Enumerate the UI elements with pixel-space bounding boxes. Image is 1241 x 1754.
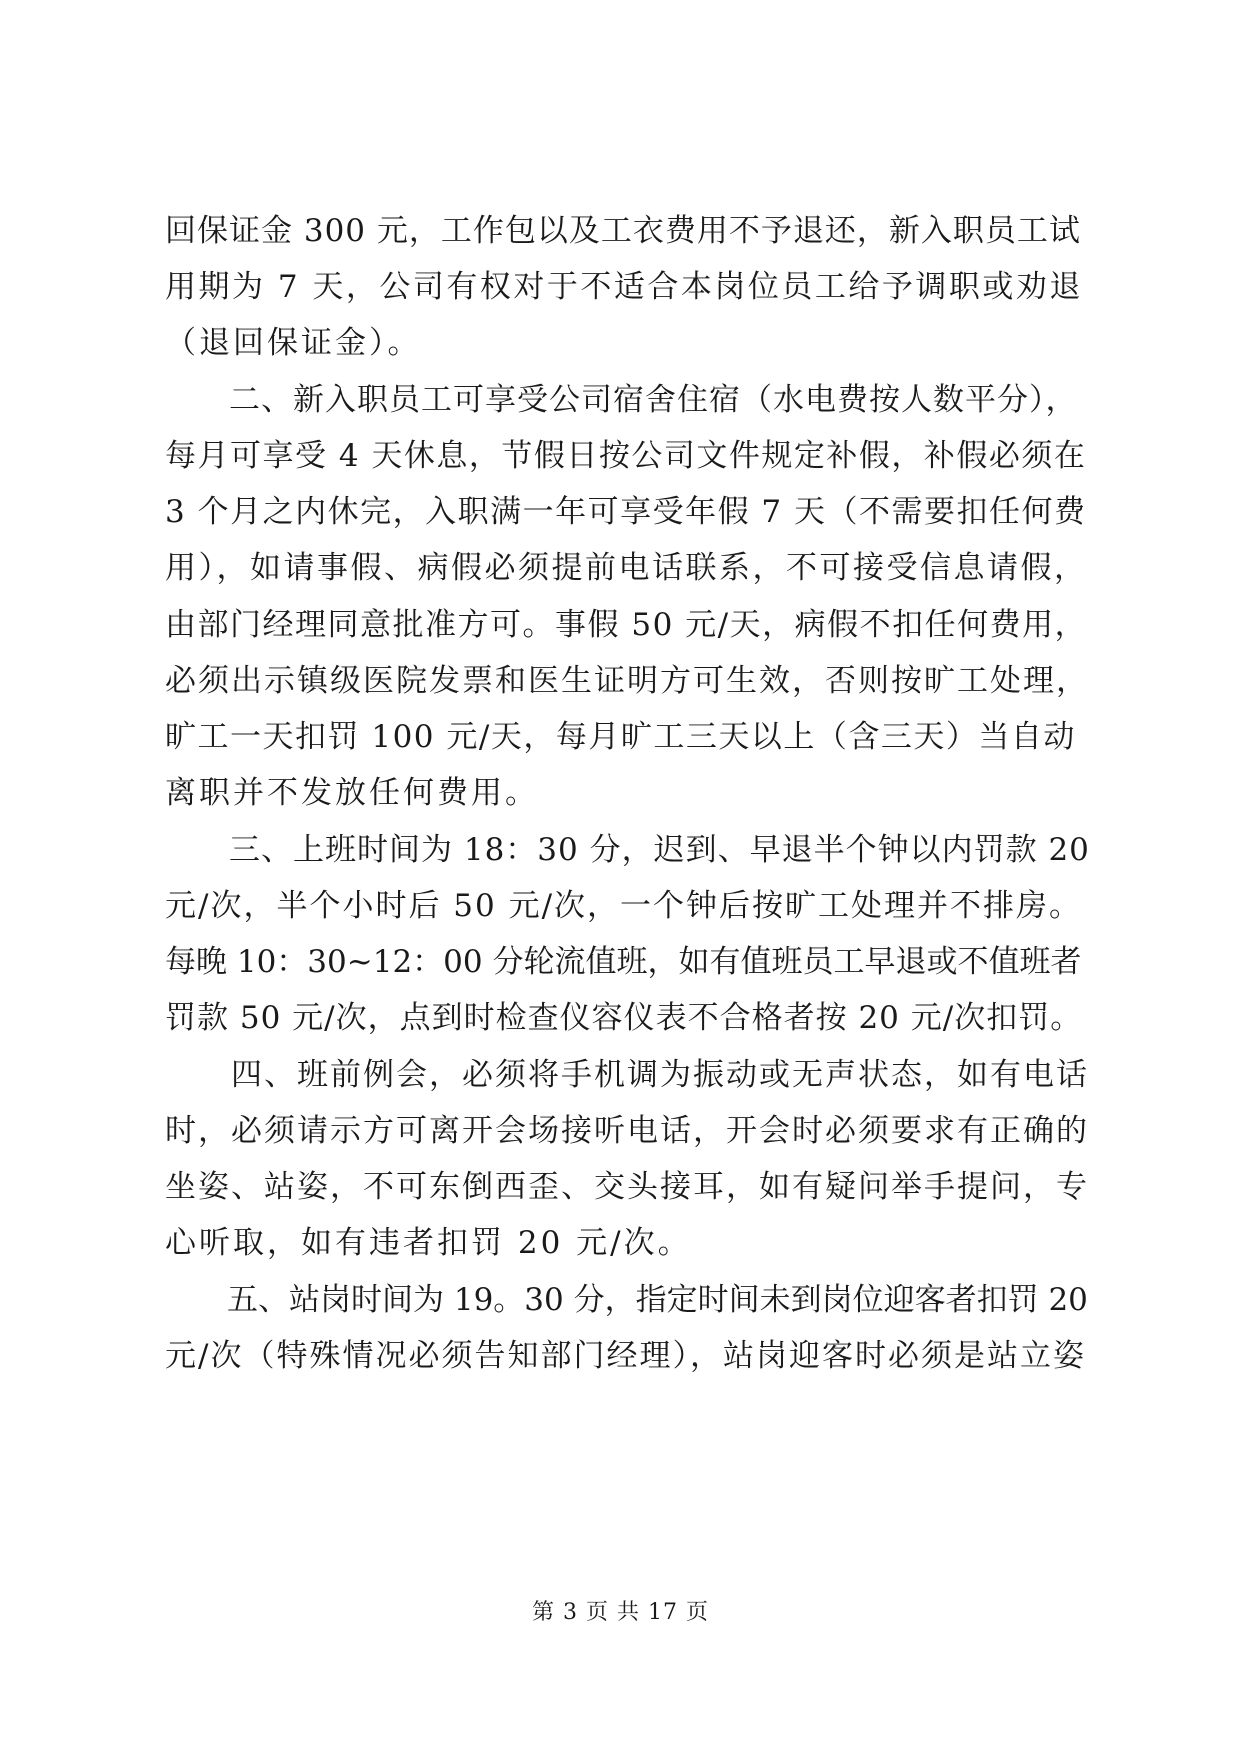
body-line: 用），如请事假、病假必须提前电话联系，不可接受信息请假，: [165, 550, 1088, 586]
body-line: 元/次（特殊情况必须告知部门经理），站岗迎客时必须是站立姿: [165, 1338, 1086, 1374]
body-line: 3 个月之内休完，入职满一年可享受年假 7 天（不需要扣任何费: [165, 494, 1087, 530]
body-line: （退回保证金）。: [165, 325, 422, 361]
body-line: 每月可享受 4 天休息，节假日按公司文件规定补假，补假必须在: [165, 438, 1087, 474]
body-line: 心听取，如有违者扣罚 20 元/次。: [165, 1225, 692, 1261]
body-line: 坐姿、站姿，不可东倒西歪、交头接耳，如有疑问举手提问，专: [165, 1169, 1089, 1205]
body-line: 用期为 7 天，公司有权对于不适合本岗位员工给予调职或劝退: [165, 269, 1083, 305]
body-line: 回保证金 300 元，工作包以及工衣费用不予退还，新入职员工试: [165, 213, 1081, 249]
body-line: 四、班前例会，必须将手机调为振动或无声状态，如有电话: [165, 1057, 1089, 1093]
body-line: 离职并不发放任何费用。: [165, 775, 539, 811]
page-number-footer: 第 3 页 共 17 页: [532, 1600, 709, 1625]
body-line: 旷工一天扣罚 100 元/天，每月旷工三天以上（含三天）当自动: [165, 719, 1076, 755]
body-line: 五、站岗时间为 19。30 分，指定时间未到岗位迎客者扣罚 20: [165, 1282, 1088, 1318]
body-line: 每晚 10：30~12：00 分轮流值班，如有值班员工早退或不值班者: [165, 944, 1082, 980]
body-line: 时，必须请示方可离开会场接听电话，开会时必须要求有正确的: [165, 1113, 1089, 1149]
body-line: 二、新入职员工可享受公司宿舍住宿（水电费按人数平分），: [165, 382, 1078, 418]
body-line: 罚款 50 元/次，点到时检查仪容仪表不合格者按 20 元/次扣罚。: [165, 1000, 1083, 1036]
body-line: 元/次，半个小时后 50 元/次，一个钟后按旷工处理并不排房。: [165, 888, 1083, 924]
body-line: 三、上班时间为 18：30 分，迟到、早退半个钟以内罚款 20: [165, 832, 1090, 868]
body-line: 由部门经理同意批准方可。事假 50 元/天，病假不扣任何费用，: [165, 607, 1088, 643]
body-line: 必须出示镇级医院发票和医生证明方可生效，否则按旷工处理，: [165, 663, 1089, 699]
